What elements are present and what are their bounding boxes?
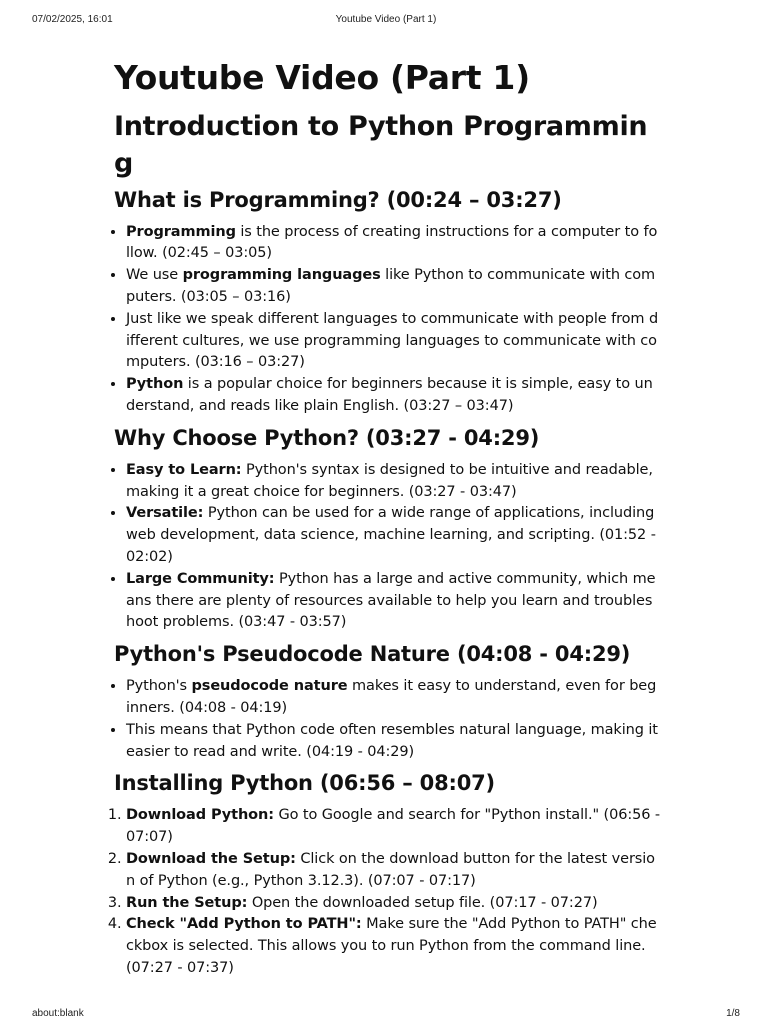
item-text: This means that Python code often resembles natural language, making it easier to read and write. (04:19 - 04:29) — [126, 721, 658, 760]
list-item — [126, 849, 660, 893]
list-what-is-programming — [114, 222, 660, 418]
bold-term: Versatile: — [126, 505, 204, 522]
list-pseudocode — [114, 676, 660, 763]
bold-term: Easy to Learn: — [126, 461, 242, 478]
item-text: Click on the download button for the latest version of Python (e.g., Python 3.12.3). (07:07 - 07:17) — [126, 850, 655, 889]
page-title: Youtube Video (Part 1) — [114, 58, 530, 97]
document-body — [114, 58, 660, 986]
item-text-pre: Python's — [126, 678, 192, 695]
page-number: 1/8 — [726, 1008, 740, 1019]
section-heading-pseudocode: Python's Pseudocode Nature (04:08 - 04:29) — [114, 642, 631, 667]
item-text: Make sure the "Add Python to PATH" checkbox is selected. This allows you to run Python from the command line. (07:27 - 07:37) — [126, 916, 657, 976]
item-text: makes it easy to understand, even for beginners. (04:08 - 04:19) — [126, 678, 657, 716]
item-text: Python's syntax is designed to be intuitive and readable, making it a great choice for beginners. (03:27 - 03:47) — [126, 461, 653, 500]
item-text: Python can be used for a wide range of applications, including web development, data science, machine learning, and scripting. (01:52 - 02:02) — [126, 505, 656, 565]
item-text: Just like we speak different languages to communicate with people from different cultures, we use programming languages to communicate with computers. (03:16 – 03:27) — [126, 310, 659, 371]
item-text: like Python to communicate with computers. (03:05 – 03:16) — [126, 267, 656, 305]
item-text: Go to Google and search for "Python install." (06:56 - 07:07) — [126, 807, 661, 846]
item-text: is a popular choice for beginners because it is simple, easy to understand, and reads like plain English. (03:27 – 03:47) — [126, 376, 653, 414]
list-item — [126, 374, 660, 418]
print-title: Youtube Video (Part 1) — [335, 14, 437, 25]
list-item — [126, 460, 660, 504]
section-heading-what-is-programming: What is Programming? (00:24 – 03:27) — [114, 187, 562, 212]
bold-term: Programming — [126, 223, 236, 240]
list-item — [126, 805, 660, 849]
bold-term: Check "Add Python to PATH": — [126, 916, 362, 933]
bold-term: programming languages — [182, 267, 381, 284]
list-item — [126, 676, 660, 720]
list-item — [126, 914, 660, 979]
list-installing-python — [114, 805, 660, 979]
list-item — [126, 222, 660, 266]
section-heading-installing-python: Installing Python (06:56 – 08:07) — [114, 771, 495, 796]
bold-term: Python — [126, 376, 184, 393]
bold-term: Run the Setup: — [126, 894, 248, 911]
item-text: Python has a large and active community, which means there are plenty of resources available to help you learn and troubleshoot problems. (03:47 - 03:57) — [126, 570, 656, 631]
list-item — [126, 569, 660, 634]
list-item — [126, 893, 660, 915]
list-why-python — [114, 460, 660, 634]
list-item — [126, 720, 660, 764]
bold-term: Download Python: — [126, 807, 274, 824]
doc-subtitle: Introduction to Python Programming — [114, 110, 648, 179]
item-text-pre: We use — [126, 267, 183, 284]
bold-term: pseudocode nature — [191, 678, 348, 695]
bold-term: Large Community: — [126, 570, 275, 587]
item-text: is the process of creating instructions for a computer to follow. (02:45 – 03:05) — [126, 223, 658, 262]
list-item — [126, 265, 660, 309]
section-heading-why-python: Why Choose Python? (03:27 - 04:29) — [114, 425, 540, 450]
list-item — [126, 503, 660, 568]
item-text: Open the downloaded setup file. (07:17 - 07:27) — [247, 894, 598, 911]
print-date: 07/02/2025, 16:01 — [32, 14, 113, 25]
list-item — [126, 309, 660, 374]
bold-term: Download the Setup: — [126, 850, 296, 867]
print-url: about:blank — [32, 1008, 84, 1019]
